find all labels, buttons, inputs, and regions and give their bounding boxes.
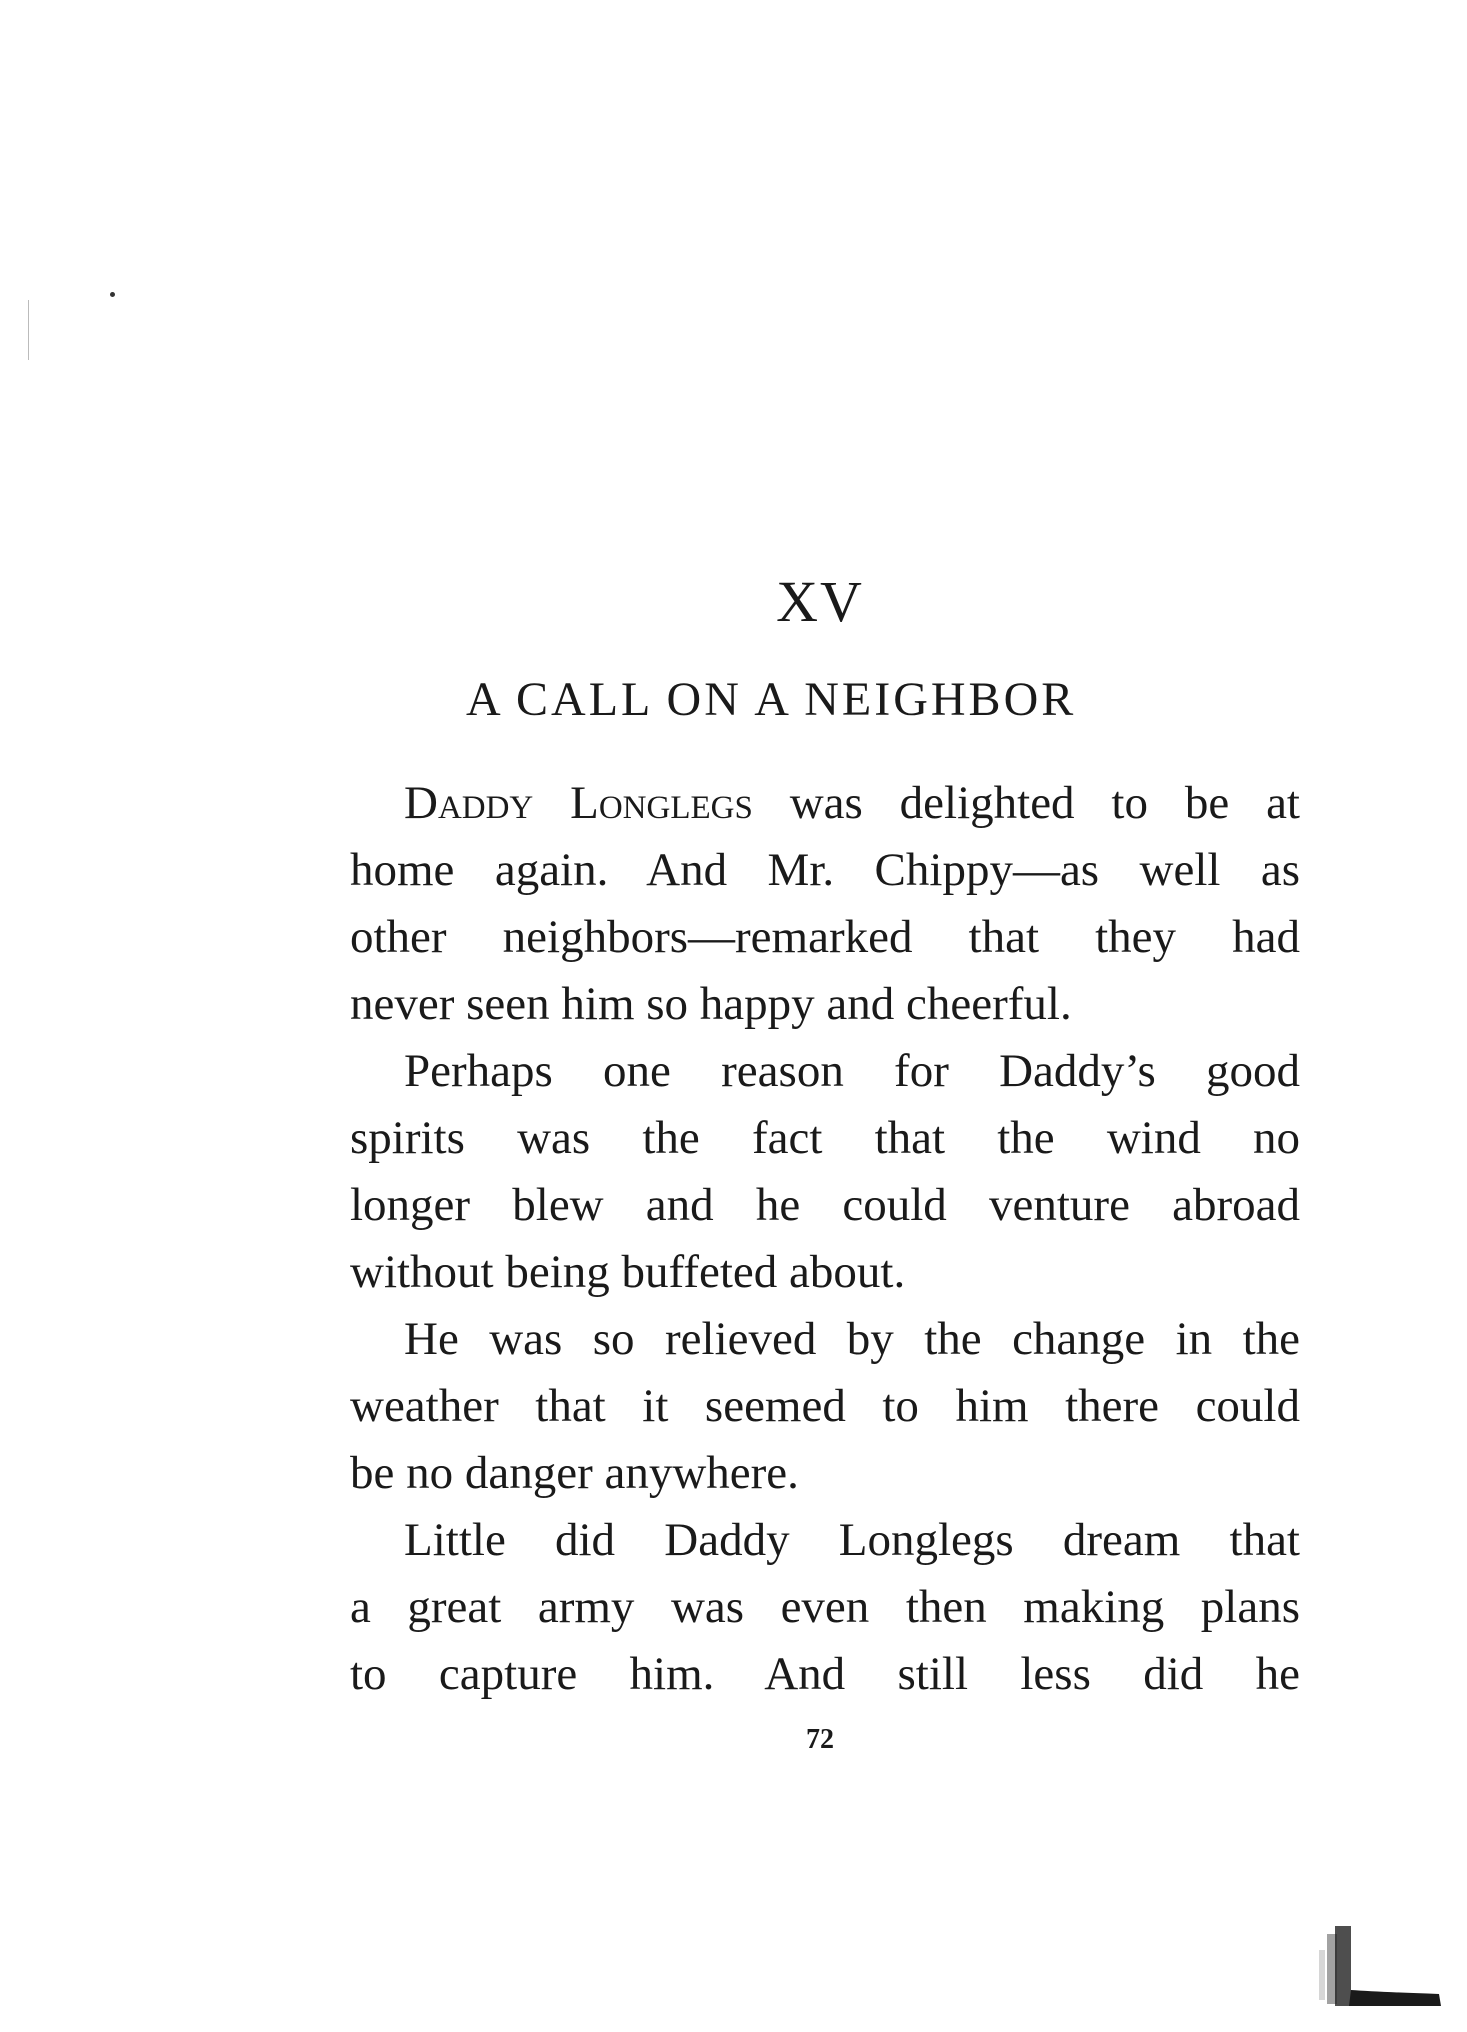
- text-line: be no danger anywhere.: [350, 1447, 799, 1499]
- text-line: other neighbors—remarked that they had: [350, 911, 1300, 963]
- text-line: to capture him. And still less did he: [350, 1648, 1300, 1700]
- paragraph-4: [350, 1507, 1300, 1708]
- text-line: Little did Daddy Longlegs dream that: [404, 1514, 1300, 1566]
- paragraph-3: [350, 1306, 1300, 1507]
- text-line: [350, 770, 1300, 837]
- text-line: spirits was the fact that the wind no: [350, 1112, 1300, 1164]
- text-line: Perhaps one reason for Daddy’s good: [404, 1045, 1300, 1097]
- text-line: without being buffeted about.: [350, 1246, 906, 1298]
- drop-lead-smallcaps: Daddy Longlegs: [404, 777, 753, 829]
- scan-edge-artifact: [1299, 1920, 1449, 2010]
- chapter-title: A CALL ON A NEIGHBOR: [466, 673, 1077, 726]
- text-line: longer blew and he could venture abroad: [350, 1179, 1300, 1231]
- text-line: home again. And Mr. Chippy—as well as: [350, 844, 1300, 896]
- chapter-number: XV: [776, 569, 864, 634]
- scan-speck: [110, 292, 115, 297]
- paragraph-1: [350, 770, 1300, 1038]
- paragraph-2: [350, 1038, 1300, 1306]
- text-line: a great army was even then making plans: [350, 1581, 1300, 1633]
- page-number: 72: [806, 1724, 834, 1755]
- text-line: He was so relieved by the change in the: [404, 1313, 1300, 1365]
- scan-margin-mark: [28, 300, 29, 360]
- body-text: [350, 770, 1300, 1708]
- text-line: weather that it seemed to him there could: [350, 1380, 1300, 1432]
- text-line: never seen him so happy and cheerful.: [350, 978, 1072, 1030]
- line-text: was delighted to be at: [752, 777, 1300, 829]
